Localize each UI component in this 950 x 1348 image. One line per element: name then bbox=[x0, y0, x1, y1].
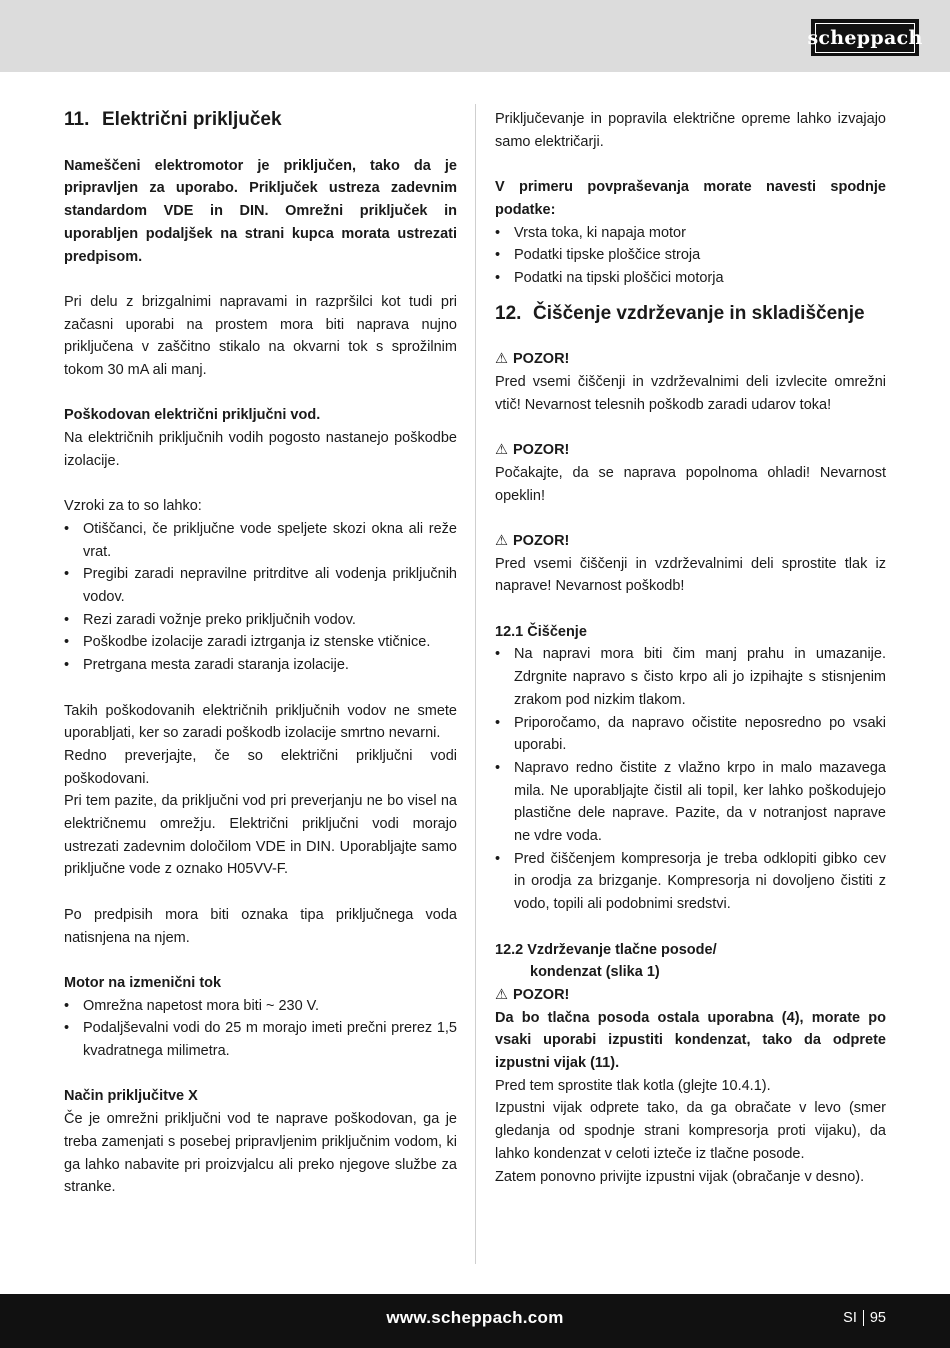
warning-label: ⚠ POZOR! bbox=[495, 984, 886, 1007]
warning-icon: ⚠ bbox=[495, 986, 508, 1003]
list-item: • Na napravi mora biti čim manj prahu in umazanije. Zdrgnite napravo s čisto krpo ali jo izpihajte s stisnjenim zrakom pod nizkim tlakom. bbox=[495, 643, 886, 711]
list-item: • Pregibi zaradi nepravilne pritrditve ali vodenja priključnih vodov. bbox=[64, 563, 457, 608]
subheading: Poškodovan električni priključni vod. bbox=[64, 407, 321, 424]
motor-list bbox=[64, 995, 457, 1063]
list-item: • Poškodbe izolacije zaradi iztrganja iz stenske vtičnice. bbox=[64, 631, 457, 654]
section-number: 11. bbox=[64, 109, 90, 130]
warning-label: ⚠ POZOR! bbox=[495, 439, 886, 462]
page-indicator bbox=[843, 1310, 886, 1326]
section-title: Čiščenje vzdrževanje in skladiščenje bbox=[533, 302, 865, 324]
section-title: Električni priključek bbox=[102, 109, 282, 130]
footer-bar bbox=[0, 1294, 950, 1348]
list-item: • Napravo redno čistite z vlažno krpo in malo mazavega mila. Ne uporabljajte čistil ali topil, ker lahko poškodujejo plastične dele naprave. Pazite, da v notranjost naprave ne vdre voda. bbox=[495, 757, 886, 848]
inquiry-list bbox=[495, 222, 886, 290]
paragraph: Priključevanje in popravila električne opreme lahko izvajajo samo električarji. bbox=[495, 111, 886, 150]
paragraph: Vzroki za to so lahko: bbox=[64, 498, 202, 515]
section-number: 12. bbox=[495, 302, 522, 324]
warning-label: ⚠ POZOR! bbox=[495, 530, 886, 553]
list-item: • Rezi zaradi vožnje preko priključnih vodov. bbox=[64, 609, 457, 632]
column-divider bbox=[475, 104, 476, 1264]
section-11-heading bbox=[64, 108, 457, 132]
separator bbox=[863, 1310, 864, 1326]
language-code: SI bbox=[843, 1310, 857, 1326]
paragraph: Če je omrežni priključni vod te naprave poškodovan, ga je treba zamenjati s posebej pripravljenim priključnim vodom, ki ga lahko nabavite pri proizvjalcu ali preko njegove službe za stranke. bbox=[64, 1111, 457, 1196]
paragraph: Takih poškodovanih električnih priključnih vodov ne smete uporabljati, ker so zaradi poškodb izolacije smrtno nevarni. bbox=[64, 702, 457, 742]
paragraph: Pri delu z brizgalnimi napravami in razpršilci kot tudi pri začasni uporabi na prostem mora biti naprava nujno priključena v zaščitno stikalo na okvarni tok s sprožilnim tokom 30 mA ali manj. bbox=[64, 293, 457, 378]
warning-text: Počakajte, da se naprava popolnoma ohladi! Nevarnost opeklin! bbox=[495, 464, 886, 504]
list-item: • Pred čiščenjem kompresorja je treba odklopiti gibko cev in orodja za brizganje. Kompresorja ni dovoljeno čistiti z vodo, topili ali podobnimi sredstvi. bbox=[495, 848, 886, 916]
page-number: 95 bbox=[869, 1310, 886, 1326]
warning-icon: ⚠ bbox=[495, 532, 508, 549]
list-item: • Vrsta toka, ki napaja motor bbox=[495, 222, 886, 245]
section-12-heading bbox=[495, 302, 886, 326]
warning-icon: ⚠ bbox=[495, 442, 508, 459]
subheading: Način priključitve X bbox=[64, 1088, 198, 1105]
paragraph: Na električnih priključnih vodih pogosto nastanejo poškodbe izolacije. bbox=[64, 430, 457, 469]
list-item: • Podatki na tipski ploščici motorja bbox=[495, 267, 886, 290]
warning-label: ⚠ POZOR! bbox=[495, 348, 886, 371]
list-item: • Podaljševalni vodi do 25 m morajo imeti prečni prerez 1,5 kvadratnega milimetra. bbox=[64, 1017, 457, 1062]
cleaning-list bbox=[495, 643, 886, 915]
paragraph: Pri tem pazite, da priključni vod pri preverjanju ne bo visel na električnemu omrežju. Električni priključni vodi morajo ustrezati zadevnim določilom VDE in DIN. Uporabljajte samo priključne vode z oznako H05VV-F. bbox=[64, 793, 457, 878]
subheading-continued: kondenzat (slika 1) bbox=[530, 964, 660, 981]
paragraph: Zatem ponovno privijte izpustni vijak (obračanje v desno). bbox=[495, 1168, 865, 1185]
brand-logo bbox=[807, 19, 923, 56]
subheading: V primeru povpraševanja morate navesti spodnje podatke: bbox=[495, 179, 886, 218]
paragraph: Pred tem sprostite tlak kotla (glejte 10.4.1). bbox=[495, 1077, 771, 1094]
intro-paragraph: Nameščeni elektromotor je priključen, tako da je pripravljen za uporabo. Priključek ustreza zadevnim standardom VDE in DIN. Omrežni priključek in uporabljen podaljšek na strani kupca morata ustrezati predpisom. bbox=[64, 157, 457, 265]
paragraph: Redno preverjajte, če so električni priključni vodi poškodovani. bbox=[64, 747, 457, 787]
warning-text: Pred vsemi čiščenji in vzdrževalnimi deli sprostite tlak iz naprave! Nevarnost poškodb! bbox=[495, 555, 886, 595]
list-item: • Pretrgana mesta zaradi staranja izolacije. bbox=[64, 654, 457, 677]
paragraph: Da bo tlačna posoda ostala uporabna (4), morate po vsaki uporabi izpustiti kondenzat, tako da odprete izpustni vijak (11). bbox=[495, 1009, 886, 1072]
causes-list bbox=[64, 518, 457, 677]
left-column bbox=[64, 108, 457, 1199]
brand-logo-text: scheppach bbox=[815, 23, 915, 53]
list-item: • Priporočamo, da napravo očistite neposredno po vsaki uporabi. bbox=[495, 712, 886, 757]
right-column bbox=[495, 108, 886, 1188]
warning-text: Pred vsemi čiščenji in vzdrževalnimi deli izvlecite omrežni vtič! Nevarnost telesnih poškodb zaradi udarov toka! bbox=[495, 374, 886, 413]
paragraph: Po predpisih mora biti oznaka tipa priključnega voda natisnjena na njem. bbox=[64, 906, 457, 946]
list-item: • Omrežna napetost mora biti ~ 230 V. bbox=[64, 995, 457, 1018]
subheading: 12.2 Vzdrževanje tlačne posode/ bbox=[495, 941, 717, 958]
subheading: Motor na izmenični tok bbox=[64, 974, 222, 991]
paragraph: Izpustni vijak odprete tako, da ga obračate v levo (smer gledanja od spodnje strani kompresorja proti vijaku), da lahko kondenzat v celoti izteče iz tlačne posode. bbox=[495, 1100, 886, 1162]
footer-url: www.scheppach.com bbox=[386, 1308, 564, 1327]
list-item: • Otiščanci, če priključne vode speljete skozi okna ali reže vrat. bbox=[64, 518, 457, 563]
list-item: • Podatki tipske ploščice stroja bbox=[495, 244, 886, 267]
warning-icon: ⚠ bbox=[495, 351, 508, 368]
subheading: 12.1 Čiščenje bbox=[495, 623, 587, 640]
